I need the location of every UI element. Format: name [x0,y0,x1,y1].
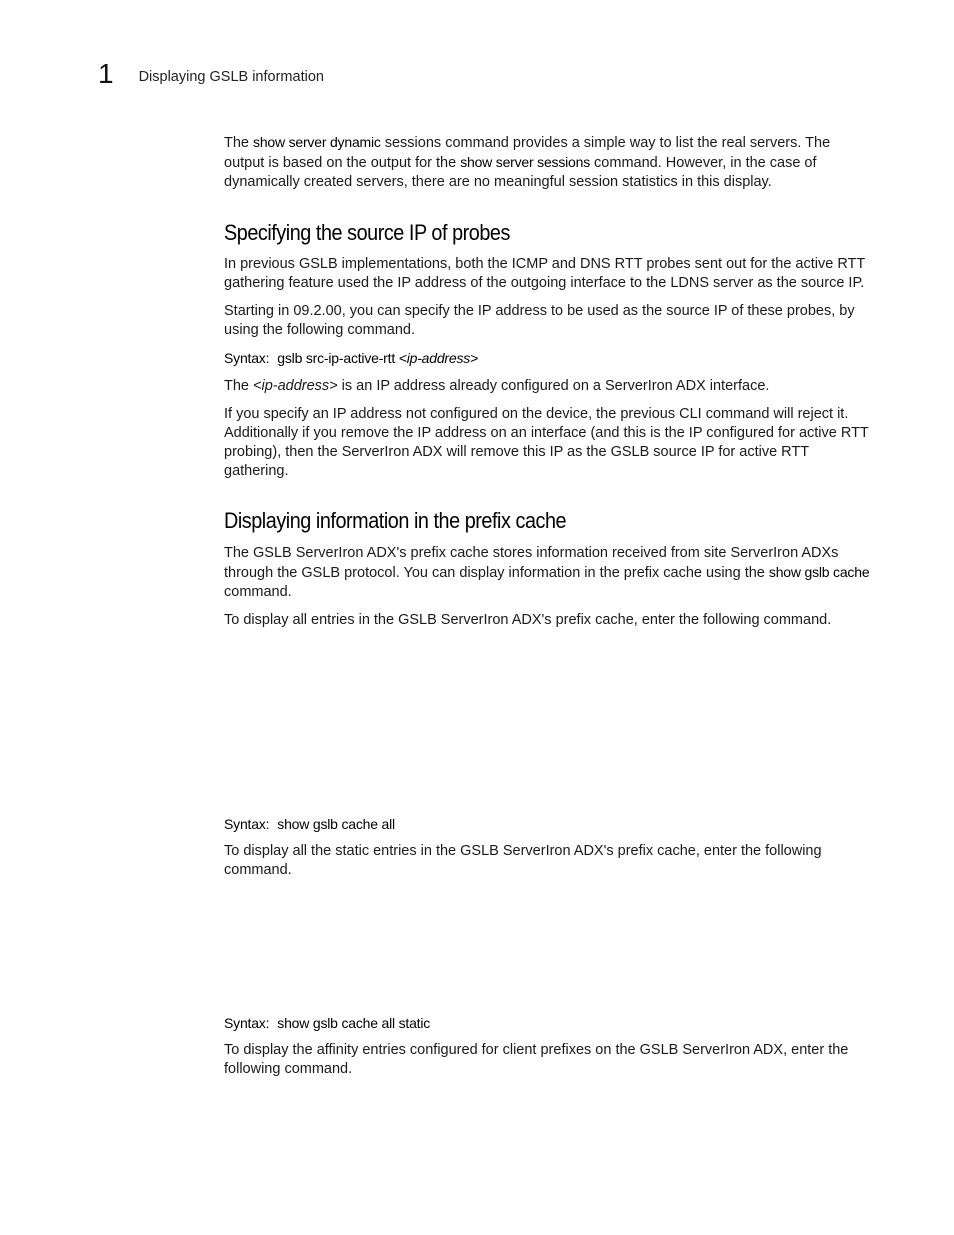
page-header [98,56,324,88]
s2p1-text-pre: The GSLB ServerIron ADX's prefix cache stores information received from site ServerIron ADXs through the GSLB protocol. You can display information in the prefix cache using the [224,545,839,581]
section2-paragraph-4: To display the affinity entries configured for client prefixes on the GSLB ServerIron ADX, enter the following command. [224,1042,849,1077]
page-content [224,133,872,1079]
section1-paragraph-3 [224,377,872,396]
syntax-command: show gslb cache all [277,816,395,832]
syntax-cache-all-static [224,1014,872,1033]
syntax-command: show gslb cache all static [277,1015,431,1031]
chapter-number: 1 [98,58,114,89]
section2-paragraph-2: To display all entries in the GSLB ServerIron ADX's prefix cache, enter the following command. [224,612,832,628]
syntax-label: Syntax: [224,1015,270,1031]
section1-paragraph-1: In previous GSLB implementations, both the ICMP and DNS RTT probes sent out for the active RTT gathering feature used the IP address of the outgoing interface to the LDNS server as the source IP. [224,256,866,291]
intro-text-1: The [224,135,254,151]
section2-paragraph-3: To display all the static entries in the GSLB ServerIron ADX's prefix cache, enter the following command. [224,843,822,878]
p3-text-post: is an IP address already configured on a ServerIron ADX interface. [337,378,770,394]
syntax-parameter: <ip-address> [398,350,479,366]
syntax-label: Syntax: [224,816,270,832]
p3-text-pre: The [224,378,254,394]
intro-text-3: command. However, in the case of dynamically created servers, there are no meaningful session statistics in this display. [224,155,817,190]
section1-paragraph-4: If you specify an IP address not configured on the device, the previous CLI command will reject it. Additionally if you remove the IP address on an interface (and this is the IP configured for active RTT probing), then the ServerIron ADX will remove this IP as the GSLB source IP for active RTT gathering. [224,406,869,479]
syntax-label: Syntax: [224,350,270,366]
section-heading-source-ip: Specifying the source IP of probes [224,220,510,245]
syntax-src-ip [224,349,872,368]
section2-paragraph-1 [224,544,872,602]
syntax-command: gslb src-ip-active-rtt [277,350,399,366]
section-heading-prefix-cache: Displaying information in the prefix cache [224,508,567,533]
s2p1-text-post: command. [224,584,292,600]
intro-command-2: show server sessions [460,154,591,170]
chapter-title: Displaying GSLB information [138,69,324,85]
intro-text-2: sessions command provides a simple way to list the real servers. The output is based on the output for the [224,135,831,171]
syntax-cache-all [224,815,872,834]
p3-parameter: <ip-address> [253,378,338,394]
section1-paragraph-2: Starting in 09.2.00, you can specify the IP address to be used as the source IP of these probes, by using the following command. [224,303,855,338]
intro-command-1: show server dynamic [253,134,381,150]
intro-paragraph [224,133,872,192]
s2p1-command: show gslb cache [768,564,870,580]
